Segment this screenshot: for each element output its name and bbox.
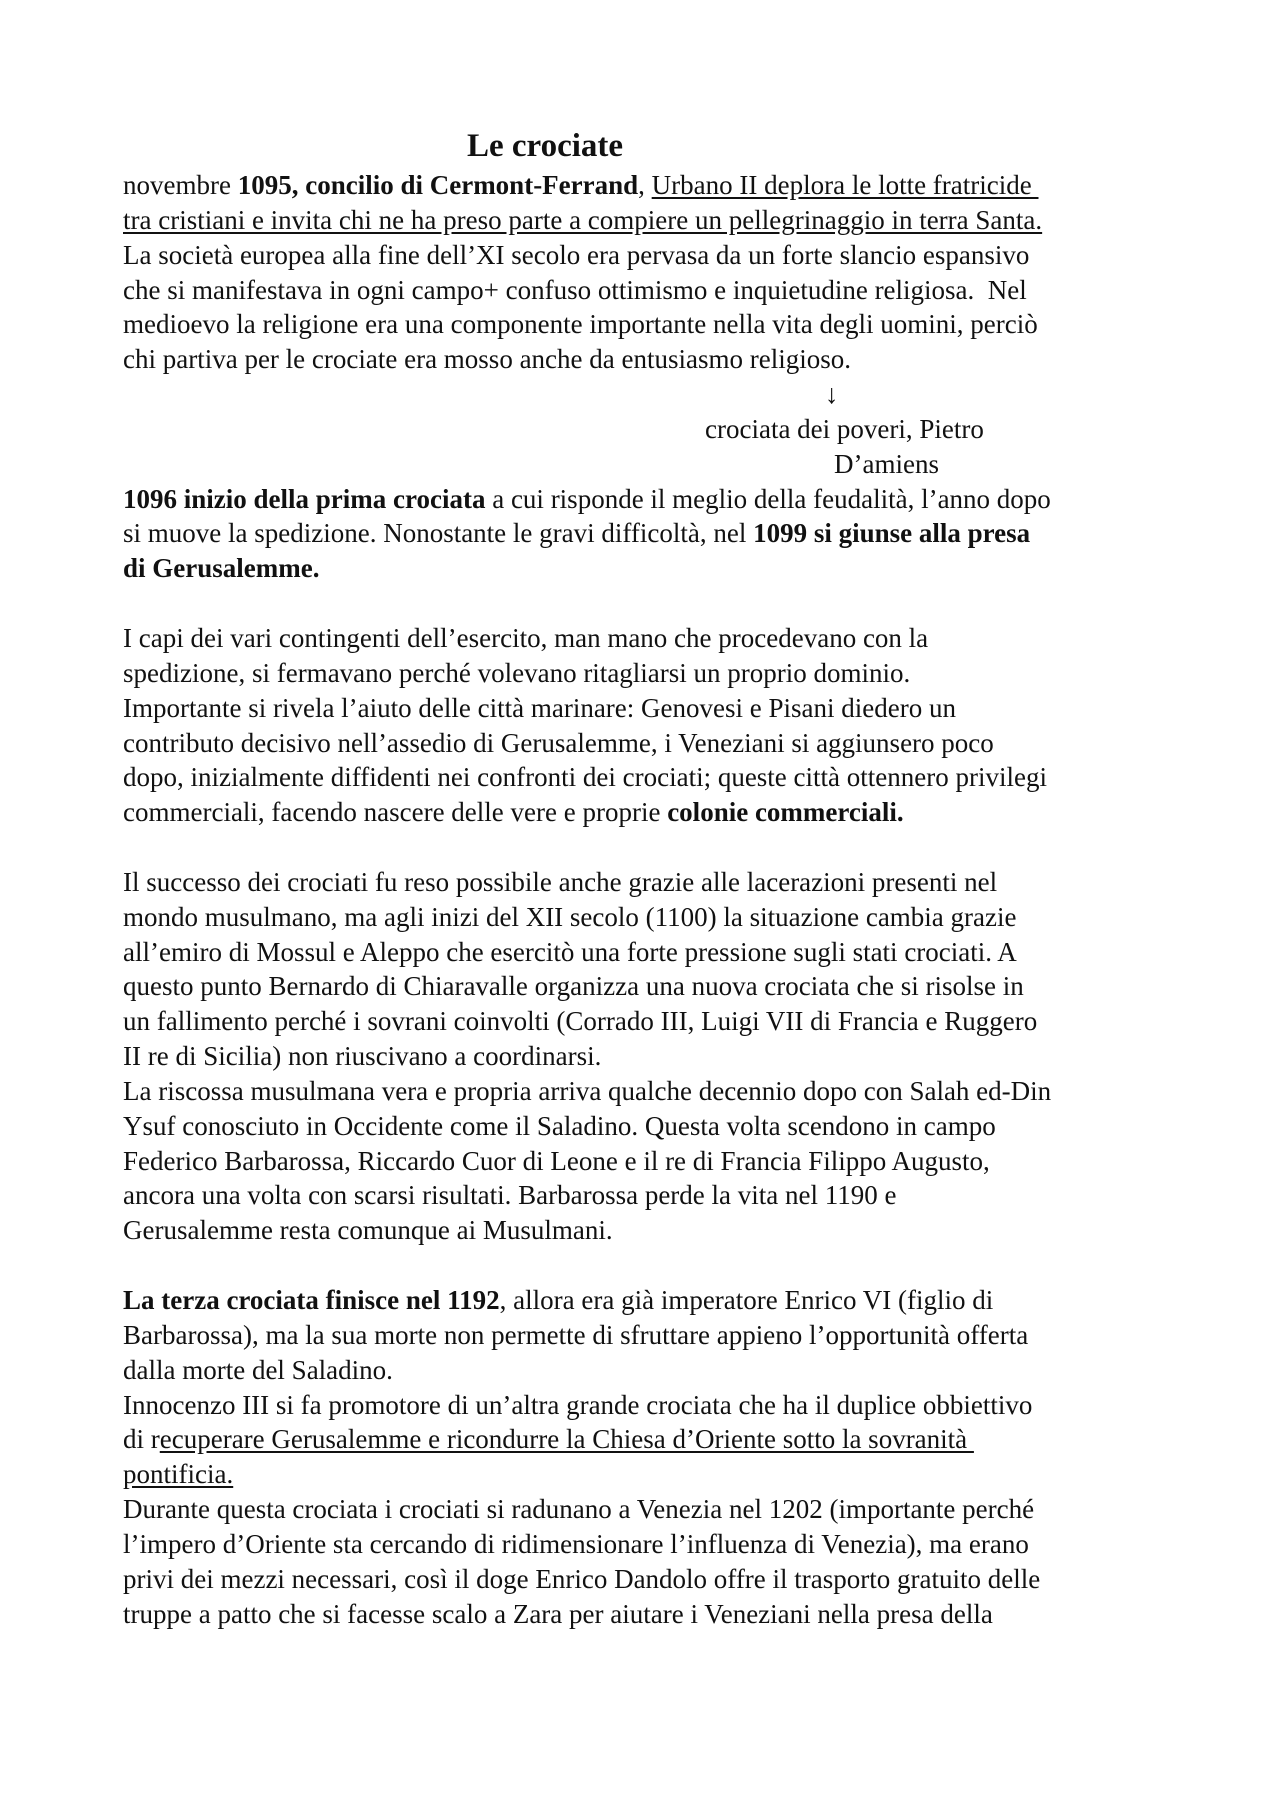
text-line	[123, 1527, 1223, 1562]
text-line	[123, 691, 1223, 726]
text-segment: I capi dei vari contingenti dell’esercito, man mano che procedevano con la	[123, 622, 929, 653]
text-line	[123, 621, 1223, 656]
text-segment: crociata dei poveri, Pietro	[705, 413, 984, 444]
text-segment: Ysuf conosciuto in Occidente come il Saladino. Questa volta scendono in campo	[123, 1110, 996, 1141]
text-line	[123, 273, 1223, 308]
text-line	[123, 1109, 1223, 1144]
text-line	[123, 1039, 1223, 1074]
text-line	[123, 168, 1223, 203]
down-arrow-icon: ↓	[825, 379, 839, 410]
text-line	[123, 795, 1223, 830]
text-line	[123, 726, 1223, 761]
text-line	[123, 656, 1223, 691]
text-segment: dopo, inizialmente diffidenti nei confronti dei crociati; queste città ottennero privilegi	[123, 762, 1047, 793]
text-segment: truppe a patto che si facesse scalo a Zara per aiutare i Veneziani nella presa della	[123, 1598, 993, 1629]
text-line	[123, 551, 1223, 586]
document-body	[123, 168, 1223, 1631]
text-segment: La società europea alla fine dell’XI secolo era pervasa da un forte slancio espansivo	[123, 239, 1030, 270]
text-segment: Barbarossa), ma la sua morte non permette di sfruttare appieno l’opportunità offerta	[123, 1319, 1029, 1350]
text-segment: chi partiva per le crociate era mosso anche da entusiasmo religioso.	[123, 344, 851, 375]
text-segment: D’amiens	[834, 448, 939, 479]
text-line	[123, 1353, 1223, 1388]
text-segment: novembre	[123, 170, 238, 200]
text-segment: dalla morte del Saladino.	[123, 1354, 393, 1385]
text-line	[123, 1178, 1223, 1213]
document-title: Le crociate	[466, 128, 624, 164]
text-line	[123, 760, 1223, 795]
text-segment: questo punto Bernardo di Chiaravalle organizza una nuova crociata che si risolse in	[123, 971, 1024, 1002]
blank-line	[123, 1248, 1223, 1283]
bold-text: di Gerusalemme.	[123, 553, 320, 584]
underlined-text: tra cristiani e invita chi ne ha preso parte a compiere un pellegrinaggio in terra Santa.	[123, 204, 1043, 235]
underlined-text: pontificia.	[123, 1459, 234, 1490]
bold-text: 1096 inizio della prima crociata	[123, 483, 486, 514]
text-line	[123, 307, 1223, 342]
text-segment: Il successo dei crociati fu reso possibile anche grazie alle lacerazioni presenti nel	[123, 866, 998, 897]
text-segment: ancora una volta con scarsi risultati. Barbarossa perde la vita nel 1190 e	[123, 1180, 897, 1211]
text-segment: di r	[123, 1424, 160, 1455]
text-segment: privi dei mezzi necessari, così il doge Enrico Dandolo offre il trasporto gratuito delle	[123, 1563, 1041, 1594]
text-segment: l’impero d’Oriente sta cercando di ridimensionare l’influenza di Venezia), ma erano	[123, 1528, 1029, 1559]
text-segment: Innocenzo III si fa promotore di un’altra grande crociata che ha il duplice obbiettivo	[123, 1389, 1033, 1420]
text-line	[123, 935, 1223, 970]
text-line	[123, 1074, 1223, 1109]
blank-line	[123, 830, 1223, 865]
text-line	[123, 1597, 1223, 1632]
text-line	[123, 969, 1223, 1004]
text-segment: che si manifestava in ogni campo+ confuso ottimismo e inquietudine religiosa. Nel	[123, 274, 1027, 305]
blank-line	[123, 586, 1223, 621]
text-segment: mondo musulmano, ma agli inizi del XII secolo (1100) la situazione cambia grazie	[123, 901, 1017, 932]
text-segment: La riscossa musulmana vera e propria arriva qualche decennio dopo con Salah ed-Din	[123, 1075, 1052, 1106]
text-segment: ,	[638, 170, 652, 200]
text-segment: medioevo la religione era una componente importante nella vita degli uomini, perciò	[123, 309, 1038, 340]
text-line	[123, 342, 1223, 377]
text-line	[123, 1318, 1223, 1353]
bold-text: 1095, concilio di Cermont-Ferrand	[237, 170, 639, 200]
text-segment: Importante si rivela l’aiuto delle città marinare: Genovesi e Pisani diedero un	[123, 692, 956, 723]
text-segment: Gerusalemme resta comunque ai Musulmani.	[123, 1215, 613, 1246]
bold-text: 1099 si giunse alla presa	[753, 518, 1031, 549]
text-line	[123, 1388, 1223, 1423]
text-line	[123, 1457, 1223, 1492]
text-line	[123, 865, 1223, 900]
text-line	[123, 1213, 1223, 1248]
text-line	[123, 1422, 1223, 1457]
text-line	[123, 238, 1223, 273]
text-line	[123, 377, 1223, 412]
text-segment: contributo decisivo nell’assedio di Gerusalemme, i Veneziani si aggiunsero poco	[123, 727, 994, 758]
text-segment: all’emiro di Mossul e Aleppo che esercitò una forte pressione sugli stati crociati. A	[123, 936, 1017, 967]
underlined-text: Urbano II deplora le lotte fratricide	[651, 170, 1039, 200]
text-segment: si muove la spedizione. Nonostante le gravi difficoltà, nel	[123, 518, 754, 549]
underlined-text: ecuperare Gerusalemme e ricondurre la Chiesa d’Oriente sotto la sovranità	[159, 1424, 974, 1455]
text-line	[123, 516, 1223, 551]
text-segment: spedizione, si fermavano perché volevano ritagliarsi un proprio dominio.	[123, 657, 911, 688]
text-line	[123, 1492, 1223, 1527]
text-segment: , allora era già imperatore Enrico VI (figlio di	[499, 1285, 994, 1315]
text-line	[123, 900, 1223, 935]
text-segment: un fallimento perché i sovrani coinvolti (Corrado III, Luigi VII di Francia e Ruggero	[123, 1006, 1038, 1037]
text-line	[123, 1004, 1223, 1039]
text-line	[123, 412, 1223, 447]
text-line	[123, 203, 1223, 238]
bold-text: La terza crociata finisce nel 1192	[123, 1285, 500, 1315]
text-segment: Durante questa crociata i crociati si radunano a Venezia nel 1202 (importante perché	[123, 1494, 1035, 1525]
text-line	[123, 1283, 1223, 1318]
text-line	[123, 482, 1223, 517]
text-segment: a cui risponde il meglio della feudalità, l’anno dopo	[485, 483, 1051, 514]
text-segment: commerciali, facendo nascere delle vere e proprie	[123, 797, 668, 828]
text-line	[123, 1562, 1223, 1597]
text-segment: II re di Sicilia) non riuscivano a coordinarsi.	[123, 1041, 602, 1072]
text-line	[123, 1144, 1223, 1179]
bold-text: colonie commerciali.	[667, 797, 904, 828]
text-segment: Federico Barbarossa, Riccardo Cuor di Leone e il re di Francia Filippo Augusto,	[123, 1145, 990, 1176]
text-line	[123, 447, 1223, 482]
